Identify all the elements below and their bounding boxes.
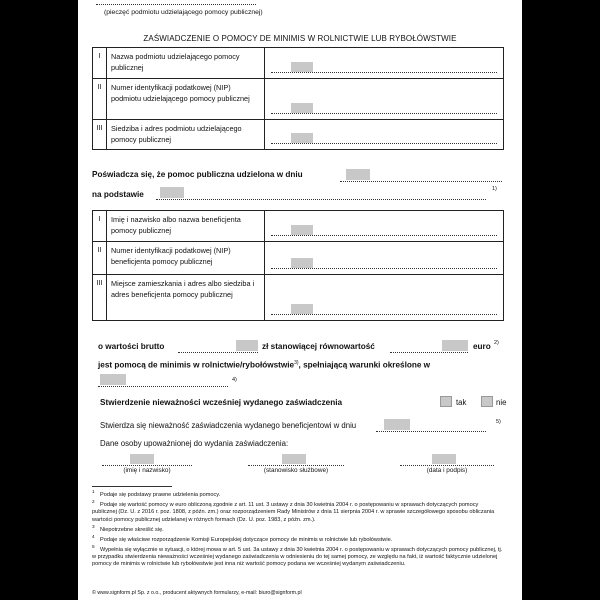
footnote-separator — [92, 486, 172, 487]
row-number: I — [93, 48, 107, 79]
footnote-item: $^4$Podaje się właściwe rozporządzenie Komisji Europejskiej dotyczące pomocy de minimis w rolnictwie lub rybołówstwie. — [92, 533, 393, 543]
beneficiary-table — [92, 210, 504, 321]
provider-name-field[interactable] — [265, 48, 504, 79]
grant-date-line — [340, 181, 502, 182]
field-fill — [291, 304, 313, 314]
field-fill — [291, 133, 313, 143]
row-label: Miejsce zamieszkania i adres albo siedziba i adres beneficjenta pomocy publicznej — [107, 275, 265, 321]
gross-value-label: o wartości brutto — [98, 342, 165, 351]
document-page — [78, 0, 522, 600]
table-row — [93, 211, 504, 242]
field-line — [271, 143, 497, 144]
position-line — [248, 465, 344, 466]
row-number: III — [93, 120, 107, 150]
footnotes — [92, 489, 504, 569]
authorized-person-label: Dane osoby upoważnionej do wydania zaświadczenia: — [100, 439, 289, 448]
invalidity-heading: Stwierdzenie nieważności wcześniej wydanego zaświadczenia — [100, 398, 343, 407]
date-signature-line — [400, 465, 494, 466]
stamp-caption: (pieczęć podmiotu udzielającego pomocy publicznej) — [104, 9, 263, 16]
regulation-line — [98, 386, 228, 387]
legal-basis-field[interactable] — [160, 187, 184, 198]
row-number: III — [93, 275, 107, 321]
de-minimis-text: jest pomocą de minimis w rolnictwie/rybołówstwie — [98, 360, 295, 370]
provider-table — [92, 47, 504, 150]
position-caption: (stanowisko służbowe) — [263, 467, 329, 474]
footnote-ref-3: 3) — [294, 360, 299, 366]
beneficiary-name-field[interactable] — [265, 211, 504, 242]
no-label: nie — [496, 398, 507, 407]
provider-nip-field[interactable] — [265, 79, 504, 120]
row-label: Numer identyfikacji podatkowej (NIP) podmiotu udzielającego pomocy publicznej — [107, 79, 265, 120]
stamp-line — [96, 4, 256, 5]
euro-value-line — [390, 352, 468, 353]
row-label: Numer identyfikacji podatkowej (NIP) beneficjenta pomocy publicznej — [107, 242, 265, 275]
table-row — [93, 242, 504, 275]
yes-checkbox[interactable] — [440, 396, 452, 407]
conditions-text: , spełniającą warunki określone w — [298, 360, 431, 370]
row-number: I — [93, 211, 107, 242]
grant-date-field[interactable] — [346, 169, 370, 180]
certify-line-2: na podstawie — [92, 190, 144, 199]
footnote-item: $^1$Podaje się podstawy prawne udzielenia pomocy. — [92, 489, 221, 498]
no-checkbox[interactable] — [481, 396, 493, 407]
field-line — [271, 314, 497, 315]
pln-equivalent-label: zł stanowiącej równowartość — [262, 342, 375, 351]
footnote-ref-1: 1) — [492, 186, 497, 192]
field-fill — [291, 62, 313, 72]
euro-value-field[interactable] — [442, 340, 468, 351]
table-row — [93, 275, 504, 321]
footnote-ref-5: 5) — [496, 419, 501, 425]
yes-label: tak — [456, 398, 467, 407]
footnote-item: $^2$Podaje się wartość pomocy w euro obliczoną zgodnie z art. 11 ust. 3 ustawy z dnia 30 kwietnia 2004 r. o postępowaniu w sprawach dotyczących pomocy publicznej (Dz. U. z 2016 r. poz. 1808, z późn. zm.) oraz rozporządzeniem Rady Ministrów z dnia 11 sierpnia 2004 r. w sprawie szczegółowego sposobu obliczania wartości pomocy publicznej udzielanej w różnych formach (Dz. U. poz. 1983, z późn. zm.). — [92, 499, 495, 523]
table-row — [93, 120, 504, 150]
date-signature-field[interactable] — [432, 454, 456, 464]
beneficiary-nip-field[interactable] — [265, 242, 504, 275]
name-field[interactable] — [130, 454, 154, 464]
document-title: ZAŚWIADCZENIE O POMOCY DE MINIMIS W ROLNICTWIE LUB RYBOŁÓWSTWIE — [143, 34, 457, 43]
field-line — [271, 235, 497, 236]
field-line — [271, 72, 497, 73]
producer-footer: © www.signform.pl Sp. z o.o., producent aktywnych formularzy, e-mail: biuro@signform.pl — [92, 590, 302, 596]
row-label: Siedziba i adres podmiotu udzielającego pomocy publicznej — [107, 120, 265, 150]
beneficiary-address-field[interactable] — [265, 275, 504, 321]
table-row — [93, 79, 504, 120]
provider-address-field[interactable] — [265, 120, 504, 150]
field-line — [271, 268, 497, 269]
certify-line-1: Poświadcza się, że pomoc publiczna udzielona w dniu — [92, 170, 303, 179]
euro-label: euro — [473, 342, 491, 351]
legal-basis-line — [156, 199, 486, 200]
table-row — [93, 48, 504, 79]
gross-value-field[interactable] — [236, 340, 258, 351]
row-number: II — [93, 242, 107, 275]
row-label: Imię i nazwisko albo nazwa beneficjenta pomocy publicznej — [107, 211, 265, 242]
footnote-item: $^5$Wypełnia się wyłącznie w sytuacji, o której mowa w art. 5 ust. 3a ustawy z dnia 30 kwietnia 2004 r. o postępowaniu w sprawach dotyczących pomocy publicznej, tj. w przypadku stwierdzenia nieważności wcześniej wydanego zaświadczenia w odniesieniu do tej samej pomocy, ze względu na fakt, iż wartość faktycznie udzielonej pomocy de minimis w rolnictwie lub rybołówstwie jest inna niż wartość pomocy podana we wcześniej wydanym zaświadczeniu. — [92, 544, 503, 568]
row-number: II — [93, 79, 107, 120]
row-label: Nazwa podmiotu udzielającego pomocy publicznej — [107, 48, 265, 79]
date-signature-caption: (data i podpis) — [426, 467, 468, 474]
name-line — [102, 465, 192, 466]
regulation-field[interactable] — [100, 374, 126, 385]
field-fill — [291, 225, 313, 235]
position-field[interactable] — [282, 454, 306, 464]
field-line — [271, 113, 497, 114]
footnote-ref-4: 4) — [232, 377, 237, 383]
field-fill — [291, 258, 313, 268]
invalidity-statement: Stwierdza się nieważność zaświadczenia wydanego beneficjentowi w dniu — [100, 421, 357, 430]
de-minimis-line — [98, 360, 430, 371]
gross-value-line — [178, 352, 258, 353]
previous-issue-date-line — [376, 431, 486, 432]
field-fill — [291, 103, 313, 113]
previous-issue-date-field[interactable] — [384, 419, 410, 430]
name-caption: (imię i nazwisko) — [123, 467, 171, 474]
footnote-ref-2: 2) — [494, 340, 499, 346]
footnote-item: $^3$Niepotrzebne skreślić się. — [92, 523, 164, 533]
